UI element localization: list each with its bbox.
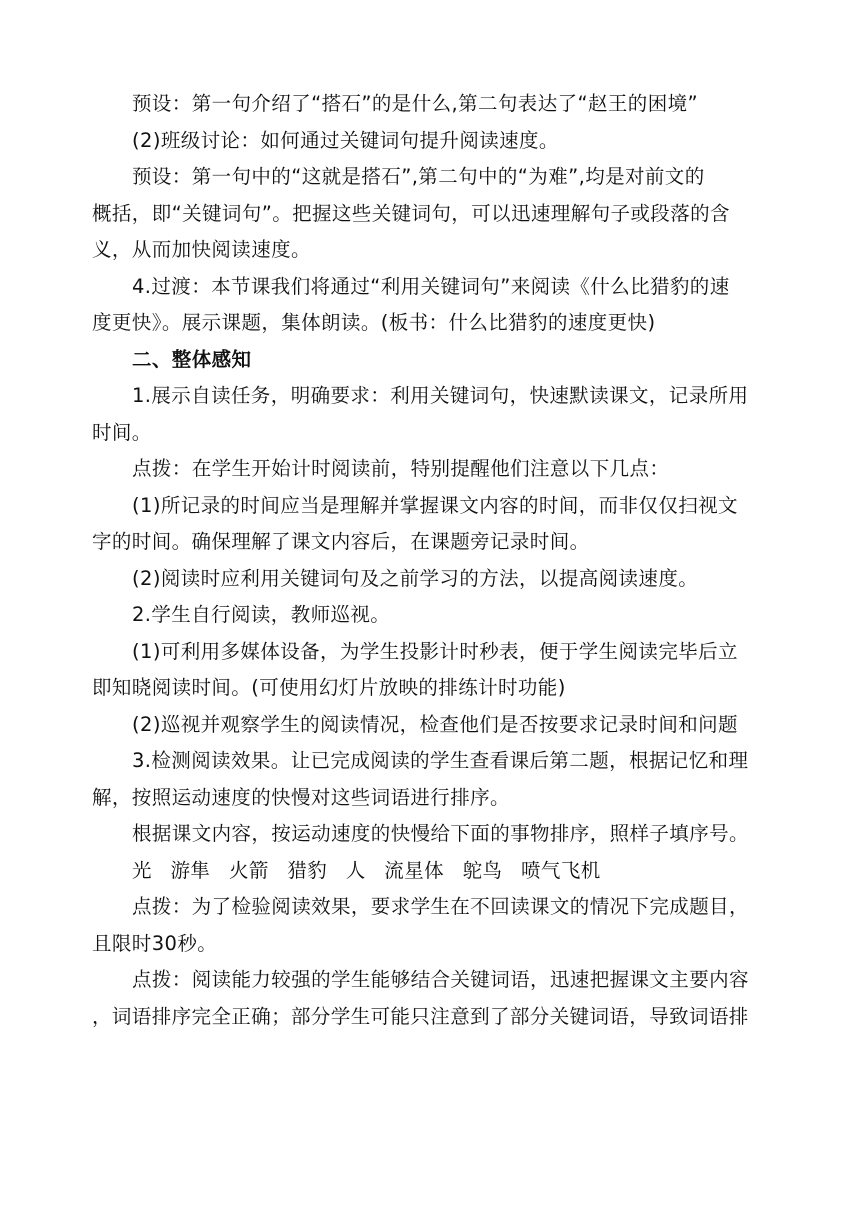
text-line: 点拨：在学生开始计时阅读前，特别提醒他们注意以下几点： (132, 457, 670, 480)
document-page (92, 86, 770, 1035)
text-line: (1)可利用多媒体设备，为学生投影计时秒表，便于学生阅读完毕后立 (132, 639, 738, 663)
word-item: 鸵鸟 (462, 858, 503, 882)
word-item: 光 (132, 858, 152, 882)
text-line: 义，从而加快阅读速度。 (92, 238, 311, 261)
text-line: 3.检测阅读效果。让已完成阅读的学生查看课后第二题，根据记忆和理 (132, 749, 749, 772)
text-line: 2.学生自行阅读，教师巡视。 (132, 603, 391, 626)
text-line: 4.过渡：本节课我们将通过“利用关键词句”来阅读《什么比猎豹的速 (132, 274, 730, 298)
word-item: 游隼 (170, 858, 211, 882)
text-line: (2)阅读时应利用关键词句及之前学习的方法，以提高阅读速度。 (132, 566, 699, 590)
text-line: 字的时间。确保理解了课文内容后，在课题旁记录时间。 (92, 530, 590, 553)
text-line: 点拨：为了检验阅读效果，要求学生在不回读课文的情况下完成题目， (132, 895, 749, 918)
word-item: 火箭 (228, 858, 269, 882)
text-line: 概括，即“关键词句”。把握这些关键词句，可以迅速理解句子或段落的含 (92, 201, 730, 225)
text-line: 预设：第一句介绍了“搭石”的是什么,第二句表达了“赵王的困境” (132, 92, 699, 115)
word-list (92, 853, 770, 890)
word-item: 人 (345, 858, 366, 882)
text-line: 预设：第一句中的“这就是搭石”,第二句中的“为难”,均是对前文的 (132, 165, 705, 188)
text-line: ，词语排序完全正确；部分学生可能只注意到了部分关键词语，导致词语排 (92, 1004, 749, 1028)
text-line: 即知晓阅读时间。(可使用幻灯片放映的排练计时功能) (92, 676, 566, 699)
text-line: 1.展示自读任务，明确要求：利用关键词句，快速默读课文，记录所用 (132, 384, 749, 407)
text-line: 时间。 (92, 420, 152, 444)
text-line: 度更快》。展示课题，集体朗读。(板书：什么比猎豹的速度更快) (92, 311, 656, 334)
text-line: 解，按照运动速度的快慢对这些词语进行排序。 (92, 785, 510, 809)
text-line: 且限时30秒。 (92, 931, 218, 955)
word-item: 流星体 (384, 858, 444, 882)
text-line: (2)巡视并观察学生的阅读情况，检查他们是否按要求记录时间和问题 (132, 712, 738, 736)
word-item: 喷气飞机 (521, 858, 601, 882)
text-line: 点拨：阅读能力较强的学生能够结合关键词语，迅速把握课文主要内容 (132, 968, 749, 991)
text-line: (2)班级讨论：如何通过关键词句提升阅读速度。 (132, 128, 559, 152)
text-line: 根据课文内容，按运动速度的快慢给下面的事物排序，照样子填序号。 (132, 822, 749, 845)
text-line: (1)所记录的时间应当是理解并掌握课文内容的时间，而非仅仅扫视文 (132, 493, 738, 517)
word-item: 猎豹 (287, 858, 328, 882)
section-heading: 二、整体感知 (132, 347, 252, 371)
